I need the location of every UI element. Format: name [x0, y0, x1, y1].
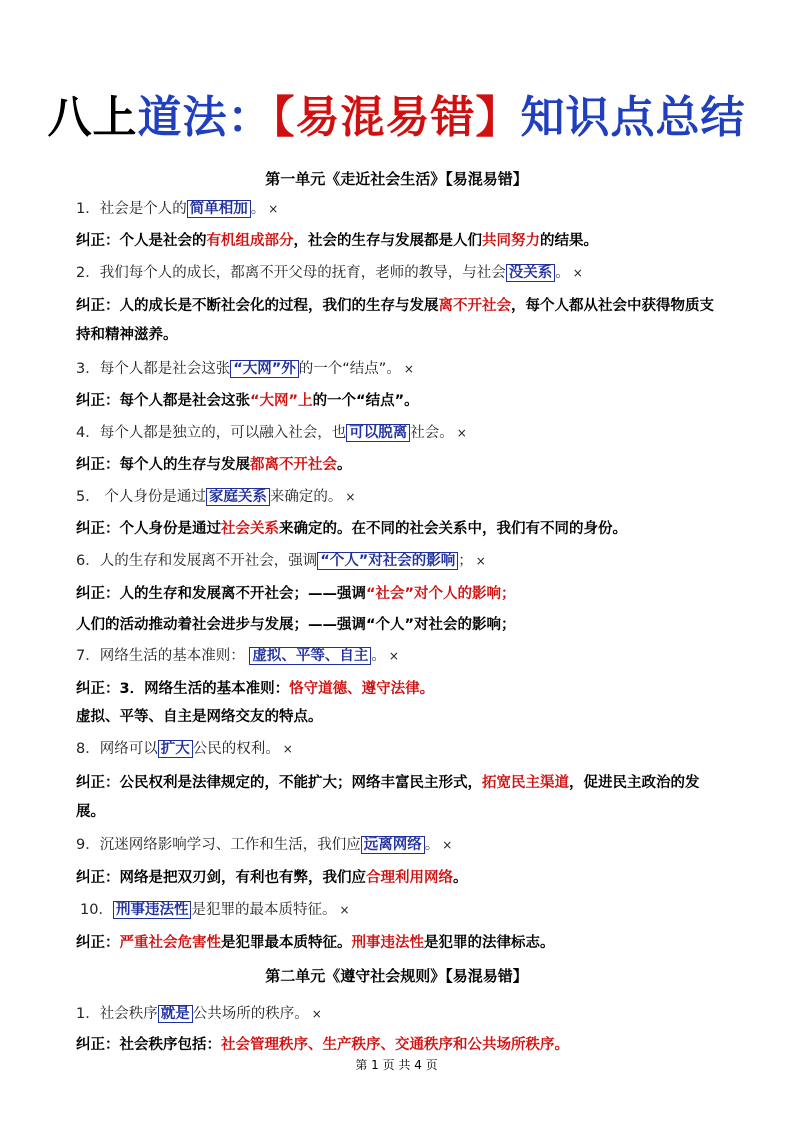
correction-5: 纠正：个人身份是通过社会关系来确定的。在不同的社会关系中，我们有不同的身份。: [76, 521, 627, 537]
error-highlight: 没关系: [506, 264, 556, 282]
correction-8: 纠正：公民权利是法律规定的，不能扩大；网络丰富民主形式，拓宽民主渠道，促进民主政治的发展。: [76, 775, 700, 820]
correct-highlight: 离不开社会: [438, 298, 511, 314]
correct-highlight: 刑事违法性: [351, 935, 424, 951]
wrong-mark: ×: [282, 742, 293, 756]
question-9: 9．沉迷网络影响学习、工作和生活，我们应 远离网络 。 ×: [76, 837, 453, 853]
question-3: 3．每个人都是社会这张 “大网”外 的一个“结点”。 ×: [76, 361, 414, 377]
correction-3: 纠正：每个人都是社会这张“大网”上的一个“结点”。: [76, 393, 419, 409]
title-part-grade: 八上: [47, 92, 138, 143]
wrong-mark: ×: [456, 426, 467, 440]
wrong-mark: ×: [403, 362, 414, 376]
correct-highlight: 拓宽民主渠道: [482, 775, 569, 791]
error-highlight: 远离网络: [361, 836, 425, 854]
title-part-topic: 【易混易错】: [272, 92, 521, 143]
correct-highlight: 社会管理秩序、生产秩序、交通秩序和公共场所秩序。: [221, 1037, 569, 1053]
correction-7: 纠正：3．网络生活的基本准则：恪守道德、遵守法律。: [76, 681, 435, 697]
question-4: 4．每个人都是独立的，可以融入社会，也 可以脱离 社会。 ×: [76, 425, 467, 441]
correct-highlight: “社会”对个人的影响；: [366, 586, 516, 602]
correction-4: 纠正：每个人的生存与发展都离不开社会。: [76, 457, 352, 473]
question-unit2-1: 1．社会秩序 就是 公共场所的秩序。 ×: [76, 1006, 322, 1022]
title-part-summary: 知识点总结: [520, 92, 746, 143]
error-highlight: 家庭关系: [206, 488, 270, 506]
error-highlight: 刑事违法性: [113, 901, 192, 919]
correct-highlight: 有机组成部分: [206, 233, 294, 249]
error-highlight: 就是: [158, 1005, 193, 1023]
correction-1: 纠正：个人是社会的有机组成部分，社会的生存与发展都是人们共同努力的结果。: [76, 233, 598, 249]
correct-highlight: 恪守道德、遵守法律。: [289, 681, 435, 697]
page-footer: 第 1 页 共 4 页: [355, 1058, 438, 1072]
question-5: 5． 个人身份是通过 家庭关系 来确定的。 ×: [76, 489, 356, 505]
correct-highlight: 共同努力: [482, 233, 540, 249]
correct-highlight: 都离不开社会: [250, 457, 337, 473]
correction-6-note: 人们的活动推动着社会进步与发展；——强调“个人”对社会的影响；: [76, 617, 516, 633]
correct-highlight: 合理利用网络: [366, 870, 453, 886]
error-highlight: 可以脱离: [346, 424, 410, 442]
correction-9: 纠正：网络是把双刃剑，有利也有弊，我们应合理利用网络。: [76, 870, 468, 886]
wrong-mark: ×: [268, 202, 279, 216]
wrong-mark: ×: [442, 838, 453, 852]
question-2: 2．我们每个人的成长，都离不开父母的抚育，老师的教导，与社会 没关系 。 ×: [76, 265, 583, 281]
correct-highlight: 严重社会危害性: [119, 935, 221, 951]
correction-2: 纠正：人的成长是不断社会化的过程，我们的生存与发展离不开社会，每个人都从社会中获得物质支持和精神滋养。: [76, 298, 714, 343]
correct-highlight: “大网”上: [250, 393, 313, 409]
error-highlight: “个人”对社会的影响: [317, 552, 458, 570]
wrong-mark: ×: [388, 649, 399, 663]
error-highlight: 虚拟、平等、自主: [249, 647, 371, 665]
error-highlight: 扩大: [158, 740, 193, 758]
question-1: 1．社会是个人的 简单相加 。 ×: [76, 201, 279, 217]
title-part-subject: 道法：: [137, 92, 273, 143]
wrong-mark: ×: [572, 266, 583, 280]
correct-highlight: 社会关系: [221, 521, 279, 537]
page-title: [0, 90, 793, 146]
error-highlight: “大网”外: [230, 360, 299, 378]
section-heading-unit2: 第二单元《遵守社会规则》【易混易错】: [265, 967, 528, 985]
section-heading-unit1: 第一单元《走近社会生活》【易混易错】: [265, 170, 528, 188]
question-8: 8．网络可以 扩大 公民的权利。 ×: [76, 741, 293, 757]
wrong-mark: ×: [339, 903, 350, 917]
wrong-mark: ×: [475, 554, 486, 568]
wrong-mark: ×: [345, 490, 356, 504]
correction-10: 纠正：严重社会危害性是犯罪最本质特征。刑事违法性是犯罪的法律标志。: [76, 935, 555, 951]
wrong-mark: ×: [311, 1007, 322, 1021]
correction-6: 纠正：人的生存和发展离不开社会；——强调“社会”对个人的影响；: [76, 586, 516, 602]
correction-unit2-1: 纠正：社会秩序包括：社会管理秩序、生产秩序、交通秩序和公共场所秩序。: [76, 1037, 569, 1053]
question-7: 7．网络生活的基本准则： 虚拟、平等、自主 。 ×: [76, 648, 399, 664]
error-highlight: 简单相加: [187, 200, 251, 218]
question-10: 10． 刑事违法性 是犯罪的最本质特征。 ×: [80, 902, 350, 918]
question-6: 6．人的生存和发展离不开社会，强调 “个人”对社会的影响 ； ×: [76, 553, 486, 569]
correction-7-note: 虚拟、平等、自主是网络交友的特点。: [76, 709, 323, 725]
